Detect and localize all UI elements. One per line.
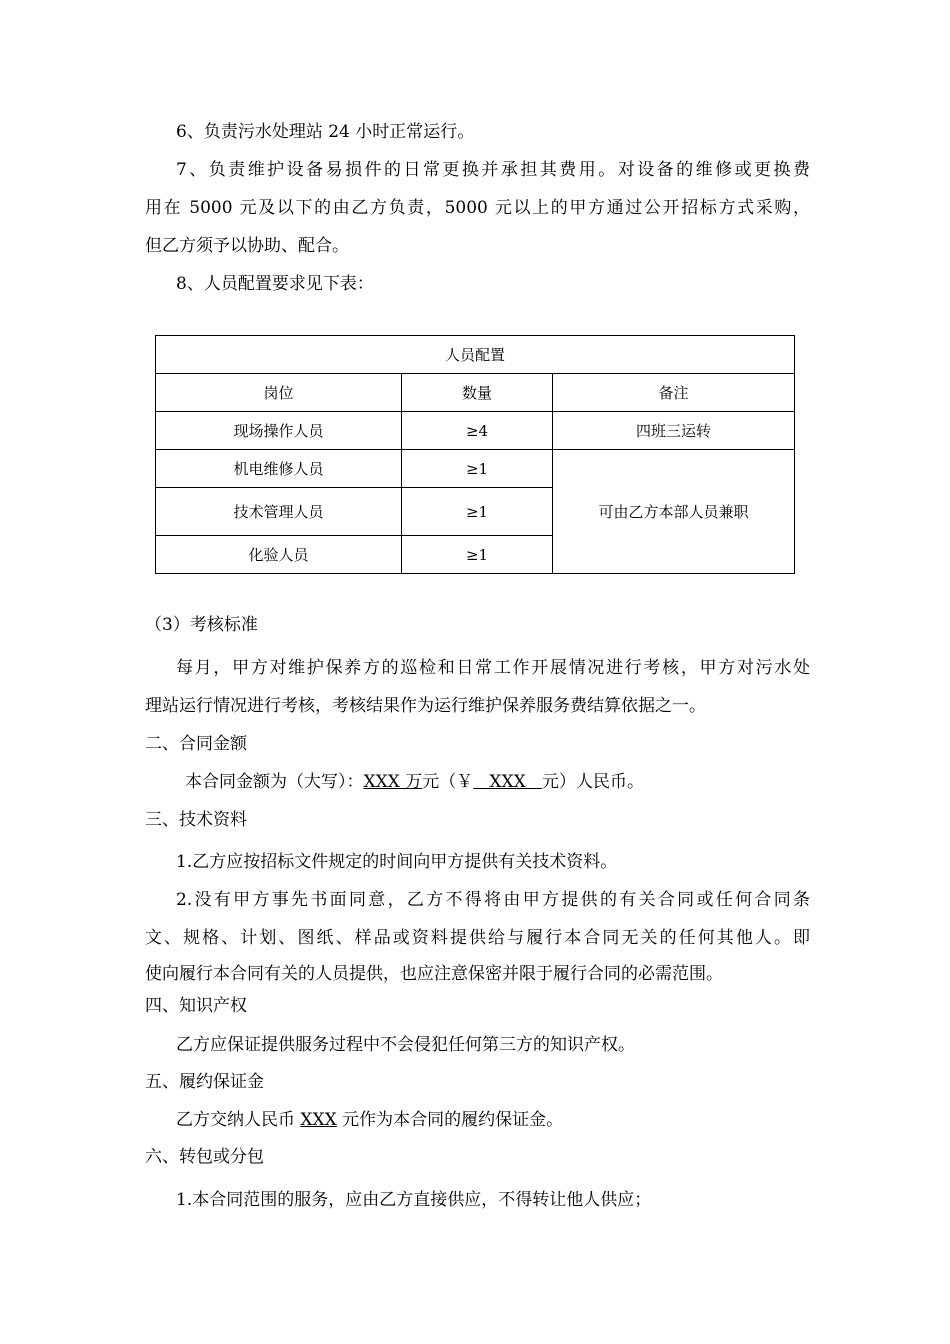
contract-amount-mid: 元（￥ xyxy=(422,772,474,792)
paragraph-item-7-line-1: 7、负责维护设备易损件的日常更换并承担其费用。对设备的维修或更换费 xyxy=(176,160,810,180)
ip-text: 乙方应保证提供服务过程中不会侵犯任何第三方的知识产权。 xyxy=(176,1035,635,1055)
tech-data-item-2-line-1: 2.没有甲方事先书面同意，乙方不得将由甲方提供的有关合同或任何合同条 xyxy=(176,890,810,910)
paragraph-item-8: 8、人员配置要求见下表： xyxy=(176,274,374,294)
assessment-line-2: 理站运行情况进行考核，考核结果作为运行维护保养服务费结算依据之一。 xyxy=(145,696,706,716)
table-cell-note: 四班三运转 xyxy=(553,412,795,450)
table-cell-qty: ≥1 xyxy=(402,488,553,536)
performance-bond-line xyxy=(176,1110,841,1130)
contract-amount-suffix: 元）人民币。 xyxy=(541,772,644,792)
staffing-table xyxy=(155,335,795,574)
performance-bond-amount: XXX xyxy=(300,1110,337,1130)
section-2-heading: 二、合同金额 xyxy=(145,734,247,754)
table-header-qty: 数量 xyxy=(402,374,553,412)
table-header-post: 岗位 xyxy=(156,374,402,412)
table-title: 人员配置 xyxy=(156,336,795,374)
tech-data-item-1: 1.乙方应按招标文件规定的时间向甲方提供有关技术资料。 xyxy=(176,852,618,872)
section-5-heading: 五、履约保证金 xyxy=(145,1072,264,1092)
performance-bond-prefix: 乙方交纳人民币 xyxy=(176,1110,301,1130)
assessment-line-1: 每月，甲方对维护保养方的巡检和日常工作开展情况进行考核，甲方对污水处 xyxy=(176,658,810,678)
table-cell-post: 技术管理人员 xyxy=(156,488,402,536)
assessment-heading: （3）考核标准 xyxy=(145,615,258,635)
paragraph-item-7-line-2: 用在 5000 元及以下的由乙方负责，5000 元以上的甲方通过公开招标方式采购， xyxy=(145,198,810,218)
table-cell-merged-note: 可由乙方本部人员兼职 xyxy=(553,450,795,574)
table-cell-qty: ≥1 xyxy=(402,450,553,488)
table-row xyxy=(156,412,795,450)
table-cell-post: 化验人员 xyxy=(156,536,402,574)
table-cell-qty: ≥1 xyxy=(402,536,553,574)
table-header-note: 备注 xyxy=(553,374,795,412)
table-row xyxy=(156,450,795,488)
performance-bond-suffix: 元作为本合同的履约保证金。 xyxy=(336,1110,564,1130)
tech-data-item-2-line-2: 文、规格、计划、图纸、样品或资料提供给与履行本合同无关的任何其他人。即 xyxy=(145,928,810,948)
contract-amount-chinese: XXX 万 xyxy=(363,772,423,792)
section-6-heading: 六、转包或分包 xyxy=(145,1147,264,1167)
paragraph-item-7-line-3: 但乙方须予以协助、配合。 xyxy=(145,236,349,256)
table-cell-post: 机电维修人员 xyxy=(156,450,402,488)
contract-amount-prefix: 本合同金额为（大写）： xyxy=(185,772,364,792)
contract-amount-line xyxy=(185,772,850,792)
section-3-heading: 三、技术资料 xyxy=(145,810,247,830)
table-cell-qty: ≥4 xyxy=(402,412,553,450)
table-cell-post: 现场操作人员 xyxy=(156,412,402,450)
contract-amount-number: XXX xyxy=(473,772,542,792)
tech-data-item-2-line-3: 使向履行本合同有关的人员提供，也应注意保密并限于履行合同的必需范围。 xyxy=(145,964,723,984)
paragraph-item-6: 6、负责污水处理站 24 小时正常运行。 xyxy=(176,122,475,142)
section-4-heading: 四、知识产权 xyxy=(145,996,247,1016)
subcontract-item-1: 1.本合同范围的服务，应由乙方直接供应，不得转让他人供应； xyxy=(176,1190,652,1210)
